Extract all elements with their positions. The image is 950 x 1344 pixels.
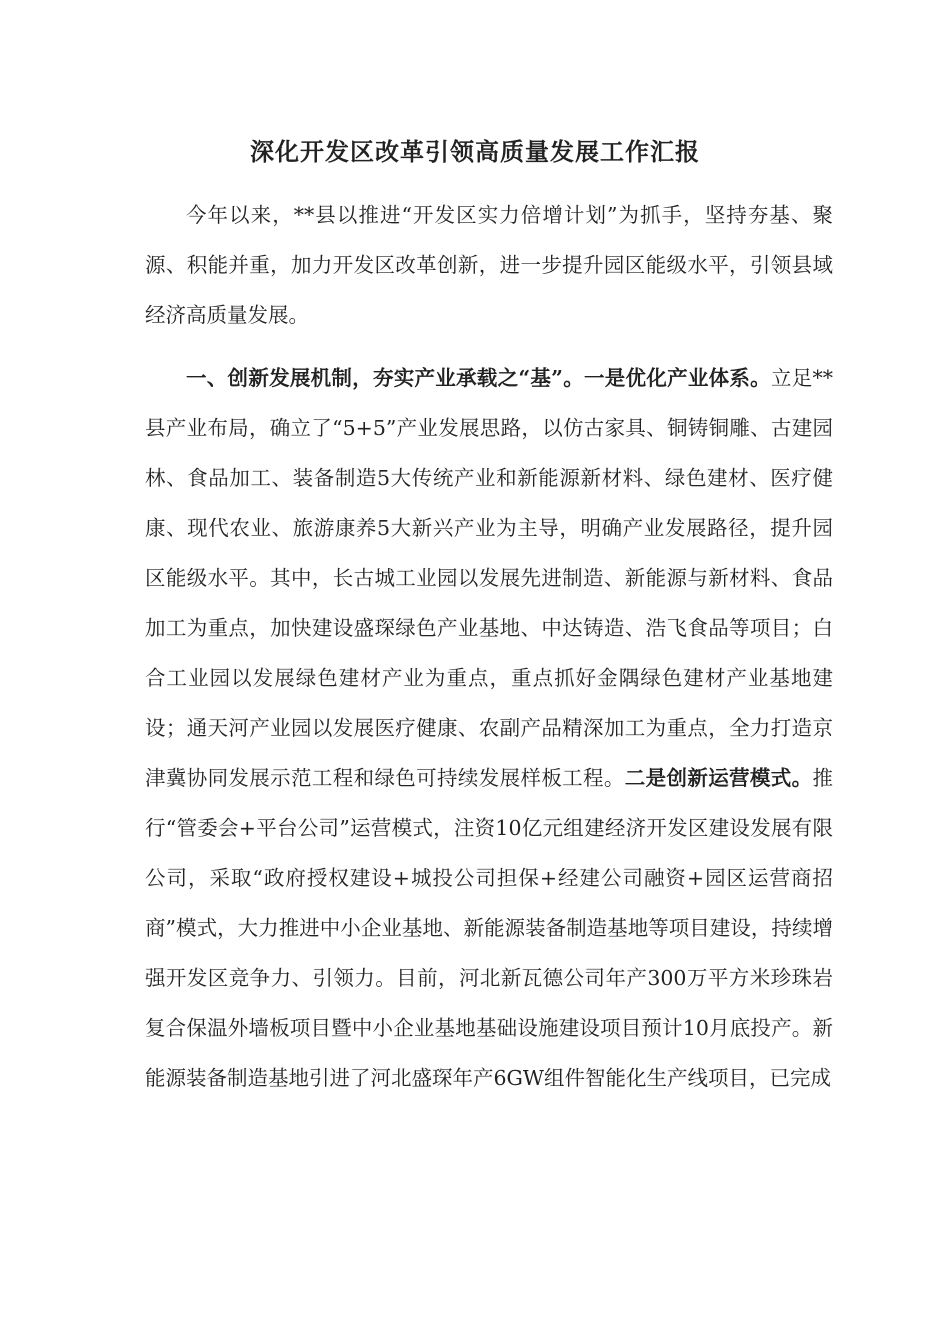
section-1-heading: 一、创新发展机制，夯实产业承载之“基”。: [186, 366, 585, 390]
subsection-1-title: 一是优化产业体系。: [584, 366, 771, 390]
subsection-1-text: 立足**县产业布局，确立了“5+5”产业发展思路，以仿古家具、铜铸铜雕、古建园林、食品加工、装备制造5大传统产业和新能源新材料、绿色建材、医疗健康、现代农业、旅游康养5大新兴产业为主导，明确产业发展路径，提升园区能级水平。其中，长古城工业园以发展先进制造、新能源与新材料、食品加工为重点，加快建设盛琛绿色产业基地、中达铸造、浩飞食品等项目；白合工业园以发展绿色建材产业为重点，重点抓好金隅绿色建材产业基地建设；通天河产业园以发展医疗健康、农副产品精深加工为重点，全力打造京津冀协同发展示范工程和绿色可持续发展样板工程。: [145, 366, 834, 790]
document-body: [145, 190, 833, 1103]
intro-paragraph: 今年以来，**县以推进“开发区实力倍增计划”为抓手，坚持夯基、聚源、积能并重，加力开发区改革创新，进一步提升园区能级水平，引领县域经济高质量发展。: [145, 203, 833, 327]
document-title: 深化开发区改革引领高质量发展工作汇报: [250, 137, 700, 166]
subsection-2-text: 推行“管委会+平台公司”运营模式，注资10亿元组建经济开发区建设发展有限公司，采取“政府授权建设+城投公司担保+经建公司融资+园区运营商招商”模式，大力推进中小企业基地、新能源装备制造基地等项目建设，持续增强开发区竞争力、引领力。目前，河北新瓦德公司年产300万平方米珍珠岩复合保温外墙板项目暨中小企业基地基础设施建设项目预计10月底投产。新能源装备制造基地引进了河北盛琛年产6GW组件智能化生产线项目，已完成: [145, 766, 833, 1090]
section-1-paragraph: [145, 353, 833, 1103]
subsection-2-title: 二是创新运营模式。: [624, 766, 813, 790]
